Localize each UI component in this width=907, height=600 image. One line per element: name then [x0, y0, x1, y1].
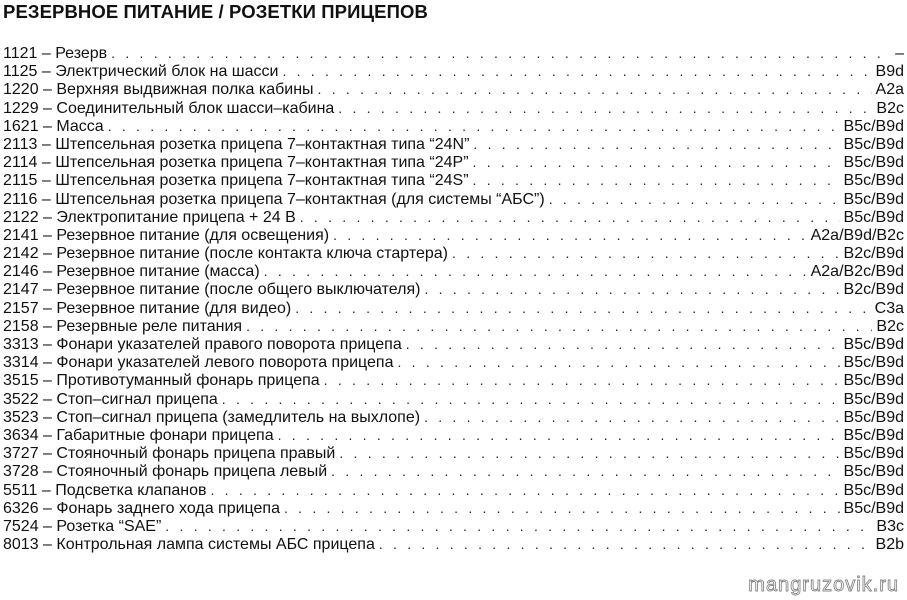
list-item	[3, 117, 904, 135]
entry-location: B5c/B9d	[843, 354, 904, 372]
dot-leader	[473, 153, 840, 171]
entry-description: 1125 – Электрический блок на шасси	[3, 63, 279, 81]
list-item	[3, 244, 904, 262]
dot-leader	[211, 481, 840, 499]
entry-description: 2141 – Резервное питание (для освещения)	[3, 226, 330, 244]
dot-leader	[318, 80, 872, 98]
dot-leader	[379, 535, 872, 553]
list-item	[3, 408, 904, 426]
dot-leader	[331, 462, 839, 480]
list-item	[3, 280, 904, 298]
entry-location: B2c/B9d	[843, 281, 904, 299]
entry-location: B3c	[876, 517, 904, 535]
entry-location: C3a	[874, 299, 904, 317]
entry-description: 3728 – Стояночный фонарь прицепа левый	[3, 463, 328, 481]
entry-description: 3522 – Стоп–сигнал прицепа	[3, 390, 218, 408]
dot-leader	[264, 262, 807, 280]
entry-location: B5c/B9d	[843, 172, 904, 190]
entry-location: B2c	[876, 317, 904, 335]
dot-leader	[165, 517, 872, 535]
list-item	[3, 226, 904, 244]
list-item	[3, 262, 904, 280]
entry-description: 8013 – Контрольная лампа системы АБС прицепа	[3, 536, 375, 554]
entry-description: 3727 – Стояночный фонарь прицепа правый	[3, 445, 336, 463]
entry-description: 3515 – Противотуманный фонарь прицепа	[3, 372, 320, 390]
entry-description: 7524 – Розетка “SAE”	[3, 517, 162, 535]
list-item	[3, 135, 904, 153]
list-item	[3, 99, 904, 117]
entry-description: 2157 – Резервное питание (для видео)	[3, 299, 292, 317]
dot-leader	[333, 226, 807, 244]
dot-leader	[339, 444, 839, 462]
list-item	[3, 481, 904, 499]
entry-description: 1621 – Масса	[3, 117, 104, 135]
dot-leader	[452, 244, 840, 262]
list-item	[3, 317, 904, 335]
entry-location: B5c/B9d	[843, 135, 904, 153]
entry-description: 2116 – Штепсельная розетка прицепа 7–контактная (для системы “АБС”)	[3, 190, 545, 208]
list-item	[3, 499, 904, 517]
entry-description: 2122 – Электропитание прицепа + 24 В	[3, 208, 296, 226]
dot-leader	[295, 299, 870, 317]
entry-location: B5c/B9d	[843, 445, 904, 463]
dot-leader	[473, 135, 839, 153]
entry-description: 3313 – Фонари указателей правого поворота прицепа	[3, 336, 402, 353]
list-item	[3, 299, 904, 317]
entry-location: B5c/B9d	[843, 372, 904, 390]
dot-leader	[278, 426, 840, 444]
list-item	[3, 371, 904, 389]
list-item	[3, 517, 904, 535]
entry-location: B2b	[875, 536, 904, 554]
entry-location: B5c/B9d	[843, 190, 904, 208]
component-list	[3, 44, 904, 553]
list-item	[3, 62, 904, 80]
entry-description: 2114 – Штепсельная розетка прицепа 7–контактная типа “24P”	[3, 154, 469, 172]
entry-description: 2113 – Штепсельная розетка прицепа 7–контактная типа “24N”	[3, 135, 470, 153]
list-item	[3, 80, 904, 98]
entry-location: –	[895, 45, 904, 62]
entry-location: B5c/B9d	[843, 481, 904, 499]
entry-location: B5c/B9d	[843, 463, 904, 481]
entry-location: B5c/B9d	[843, 336, 904, 353]
list-item	[3, 153, 904, 171]
entry-location: B5c/B9d	[843, 499, 904, 517]
list-item	[3, 335, 904, 353]
dot-leader	[424, 408, 839, 426]
entry-location: B5c/B9d	[843, 426, 904, 444]
entry-location: A2a/B9d/B2c	[810, 226, 904, 244]
list-item	[3, 171, 904, 189]
entry-description: 2146 – Резервное питание (масса)	[3, 263, 260, 281]
dot-leader	[300, 208, 840, 226]
page-title: РЕЗЕРВНОЕ ПИТАНИЕ / РОЗЕТКИ ПРИЦЕПОВ	[3, 1, 428, 22]
list-item	[3, 426, 904, 444]
list-item	[3, 535, 904, 553]
entry-location: B2c	[876, 99, 904, 117]
list-item	[3, 462, 904, 480]
entry-description: 1121 – Резерв	[3, 45, 108, 62]
list-item	[3, 208, 904, 226]
dot-leader	[222, 390, 840, 408]
entry-location: B9d	[875, 63, 904, 81]
entry-description: 1229 – Соединительный блок шасси–кабина	[3, 99, 335, 117]
dot-leader	[473, 171, 840, 189]
dot-leader	[282, 62, 871, 80]
entry-description: 3523 – Стоп–сигнал прицепа (замедлитель на выхлопе)	[3, 408, 421, 426]
entry-location: B5c/B9d	[843, 408, 904, 426]
entry-location: B2c/B9d	[843, 245, 904, 263]
dot-leader	[324, 371, 840, 389]
dot-leader	[398, 353, 840, 371]
dot-leader	[424, 280, 839, 298]
list-item	[3, 444, 904, 462]
entry-description: 2158 – Резервные реле питания	[3, 317, 243, 335]
entry-description: 2147 – Резервное питание (после общего выключателя)	[3, 281, 421, 299]
list-item	[3, 44, 904, 62]
site-watermark: mangruzovik.ru	[748, 574, 899, 596]
entry-location: B5c/B9d	[843, 154, 904, 172]
entry-description: 5511 – Подсветка клапанов	[3, 481, 207, 499]
list-item	[3, 190, 904, 208]
list-item	[3, 390, 904, 408]
entry-location: B5c/B9d	[843, 208, 904, 226]
entry-description: 1220 – Верхняя выдвижная полка кабины	[3, 81, 314, 99]
entry-location: A2a	[875, 81, 904, 99]
dot-leader	[246, 317, 872, 335]
entry-location: A2a/B2c/B9d	[810, 263, 904, 281]
entry-description: 6326 – Фонарь заднего хода прицепа	[3, 499, 280, 517]
entry-description: 3634 – Габаритные фонари прицепа	[3, 426, 274, 444]
dot-leader	[284, 499, 840, 517]
entry-description: 2142 – Резервное питание (после контакта ключа стартера)	[3, 245, 449, 263]
dot-leader	[111, 44, 891, 62]
entry-description: 2115 – Штепсельная розетка прицепа 7–контактная типа “24S”	[3, 172, 469, 190]
dot-leader	[338, 99, 872, 117]
entry-description: 3314 – Фонари указателей левого поворота прицепа	[3, 354, 394, 372]
dot-leader	[406, 335, 840, 353]
dot-leader	[108, 117, 840, 135]
list-item	[3, 353, 904, 371]
entry-location: B5c/B9d	[843, 117, 904, 135]
entry-location: B5c/B9d	[843, 390, 904, 408]
dot-leader	[549, 190, 840, 208]
